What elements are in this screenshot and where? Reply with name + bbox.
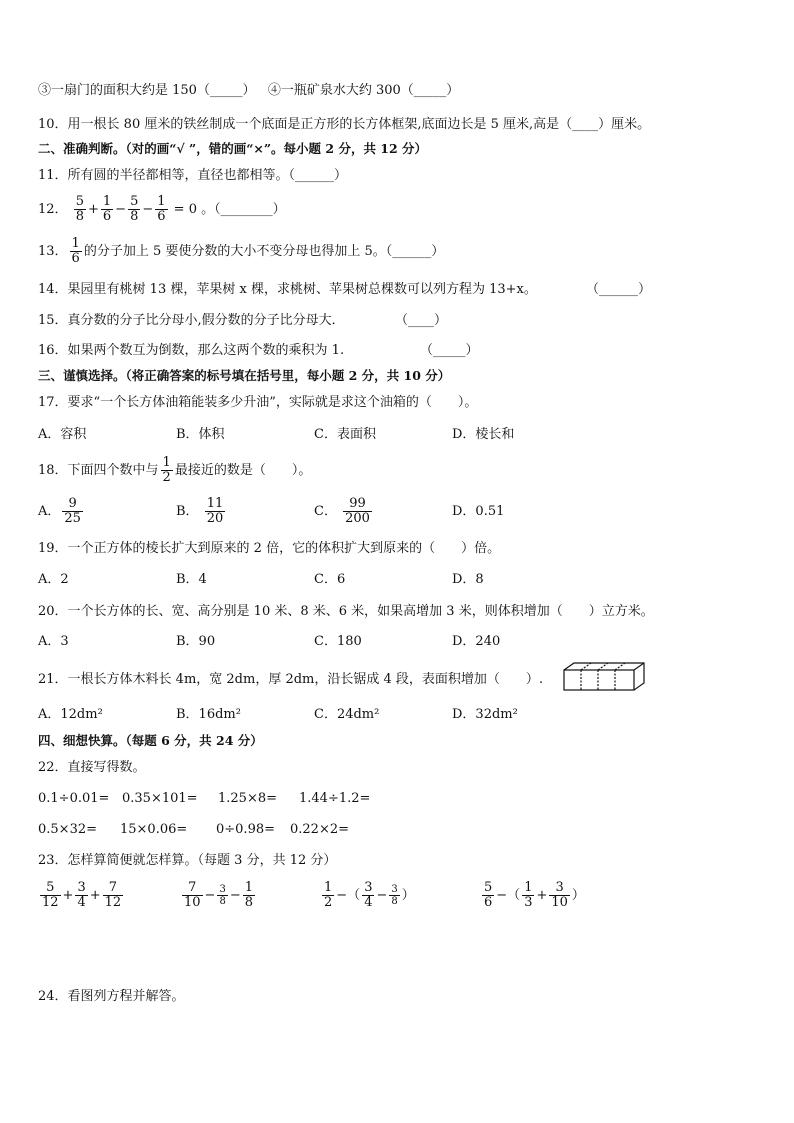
denominator: 6	[102, 209, 112, 224]
denominator: 2	[324, 895, 333, 910]
numerator: 1	[524, 879, 533, 895]
option-b: B．90	[176, 634, 216, 649]
q9-item-3: ③一扇门的面积大约是 150（_____）	[38, 83, 256, 98]
denominator: 6	[71, 251, 80, 266]
operator: +	[62, 888, 74, 903]
operator: −（	[496, 888, 521, 903]
operator: +	[87, 202, 99, 217]
option-a: A．3	[38, 634, 69, 649]
fraction	[161, 456, 173, 486]
option-a: A．12dm²	[38, 707, 103, 722]
fraction	[549, 881, 570, 911]
fraction	[40, 881, 61, 911]
numerator: 1	[162, 454, 171, 470]
fraction	[75, 881, 87, 911]
question-22: 22．直接写得数。	[38, 760, 146, 775]
fraction	[362, 881, 374, 911]
q9-item-4: ④一瓶矿泉水大约 300（_____）	[267, 83, 460, 98]
option-c: C．6	[314, 572, 346, 587]
question-11: 11．所有圆的半径都相等，直径也都相等。（______）	[38, 168, 348, 183]
fraction	[522, 881, 534, 911]
fraction	[103, 881, 124, 911]
q14-text: 14．果园里有桃树 13 棵，苹果树 x 棵，求桃树、苹果树总棵数可以列方程为 13+x。	[38, 282, 537, 297]
expression-1	[38, 877, 125, 915]
numerator: 5	[130, 193, 139, 209]
option-a: A．容积	[38, 427, 87, 442]
section-2-heading: 二、准确判断。（对的画“√ ”，错的画“×”。每小题 2 分，共 12 分）	[38, 141, 428, 156]
numerator: 1	[102, 193, 112, 209]
denominator: 25	[64, 511, 81, 526]
operator: −	[376, 888, 388, 903]
denominator: 10	[184, 895, 201, 910]
q13-prefix: 13．	[38, 244, 68, 259]
question-18	[38, 453, 311, 489]
numerator: 7	[182, 881, 203, 896]
numerator: 1	[71, 235, 80, 251]
option-b: B．4	[176, 572, 207, 587]
denominator: 4	[364, 895, 373, 910]
operator: +	[536, 888, 548, 903]
question-10: 10．用一根长 80 厘米的铁丝制成一个底面是正方形的长方体框架,底面边长是 5 厘米,高是（____）厘米。	[38, 117, 651, 132]
numerator: 3	[77, 879, 86, 895]
option-c	[314, 494, 374, 530]
option-b	[176, 494, 227, 530]
denominator: 10	[551, 895, 568, 910]
numerator: 5	[484, 879, 493, 895]
q16-answer-blank: （_____）	[420, 343, 479, 358]
question-14	[38, 281, 537, 299]
q15-answer-blank: （____）	[395, 313, 448, 328]
option-label: A．	[38, 504, 61, 519]
fraction	[389, 884, 399, 907]
option-b: B．16dm²	[176, 707, 241, 722]
denominator: 8	[244, 895, 254, 910]
numerator: 5	[75, 193, 84, 209]
denominator: 8	[391, 896, 398, 907]
expression-4	[480, 877, 585, 915]
fraction	[70, 237, 82, 267]
section-3-heading: 三、谨慎选择。（将正确答案的标号填在括号里，每小题 2 分，共 10 分）	[38, 368, 451, 383]
numerator: 3	[219, 884, 226, 895]
denominator: 6	[484, 895, 493, 910]
fraction	[322, 881, 334, 911]
calc-item: 1.44÷1.2=	[299, 791, 371, 806]
operator: +	[89, 888, 101, 903]
numerator: 1	[324, 879, 333, 895]
fraction	[155, 195, 167, 225]
operator: −	[115, 202, 127, 217]
expression-3	[320, 877, 415, 915]
fraction	[205, 497, 226, 527]
calc-item: 0÷0.98=	[216, 822, 276, 837]
numerator: 7	[103, 881, 124, 896]
option-c: C．24dm²	[314, 707, 380, 722]
denominator: 4	[77, 895, 86, 910]
fraction	[243, 881, 255, 911]
option-d: D．240	[452, 634, 501, 649]
operator: ）	[571, 888, 585, 903]
fraction	[101, 195, 113, 225]
wood-block-figure	[563, 662, 645, 692]
question-17: 17．要求“一个长方体油箱能装多少升油”，实际就是求这个油箱的（ ）。	[38, 395, 478, 410]
numerator: 3	[364, 879, 373, 895]
operator: −	[229, 888, 241, 903]
option-a: A．2	[38, 572, 69, 587]
option-d: D．32dm²	[452, 707, 518, 722]
denominator: 2	[162, 470, 171, 485]
numerator: 1	[157, 193, 166, 209]
operator: ）	[401, 888, 415, 903]
q12-prefix: 12．	[38, 202, 68, 217]
fraction	[74, 195, 86, 225]
question-15	[38, 312, 345, 330]
denominator: 20	[206, 511, 224, 526]
numerator: 1	[244, 879, 254, 895]
option-d: D．棱长和	[452, 427, 515, 442]
q14-answer-blank: （______）	[586, 282, 652, 297]
q18-prefix: 18．下面四个数中与	[38, 463, 159, 478]
operator: −	[142, 202, 154, 217]
option-c: C．表面积	[314, 427, 376, 442]
denominator: 200	[345, 511, 370, 526]
fraction	[128, 195, 140, 225]
question-16	[38, 342, 344, 360]
calc-item: 0.5×32=	[38, 822, 98, 837]
question-9-items	[38, 82, 459, 100]
denominator: 8	[75, 209, 84, 224]
calc-item: 0.22×2=	[290, 822, 350, 837]
option-d: D．0.51	[452, 504, 505, 519]
q16-text: 16．如果两个数互为倒数，那么这两个数的乘积为 1.	[38, 343, 345, 358]
denominator: 12	[42, 895, 59, 910]
denominator: 8	[219, 896, 226, 907]
q18-suffix: 最接近的数是（ ）。	[174, 463, 312, 478]
option-d: D．8	[452, 572, 484, 587]
fraction	[182, 881, 203, 911]
q13-suffix: 的分子加上 5 要使分数的大小不变分母也得加上 5。（______）	[83, 244, 445, 259]
numerator: 11	[206, 495, 224, 511]
section-4-heading: 四、细想快算。（每题 6 分，共 24 分）	[38, 733, 263, 748]
calc-item: 15×0.06=	[120, 822, 188, 837]
q15-text: 15．真分数的分子比分母小,假分数的分子比分母大．	[38, 313, 345, 328]
expression-2	[180, 877, 257, 915]
question-20: 20．一个长方体的长、宽、高分别是 10 米、8 米、6 米，如果高增加 3 米，则体积增加（ ）立方米。	[38, 604, 654, 619]
fraction	[62, 497, 83, 527]
option-a	[38, 494, 85, 530]
numerator: 99	[343, 497, 372, 512]
question-13	[38, 234, 444, 270]
fraction	[343, 497, 372, 527]
numerator: 3	[549, 881, 570, 896]
denominator: 6	[157, 209, 166, 224]
q12-suffix: = 0 。（________）	[173, 202, 286, 217]
denominator: 8	[130, 209, 139, 224]
operator: −	[204, 888, 216, 903]
option-label: C．	[314, 504, 337, 519]
calc-item: 0.35×101=	[122, 791, 198, 806]
numerator: 3	[391, 884, 398, 895]
denominator: 3	[524, 895, 533, 910]
question-12	[38, 192, 286, 228]
calc-item: 1.25×8=	[218, 791, 278, 806]
fraction	[482, 881, 494, 911]
operator: −（	[336, 888, 361, 903]
option-c: C．180	[314, 634, 362, 649]
question-23: 23．怎样算简便就怎样算。（每题 3 分，共 12 分）	[38, 853, 337, 868]
denominator: 12	[104, 895, 122, 910]
numerator: 5	[40, 881, 61, 896]
option-label: B．	[176, 504, 199, 519]
numerator: 9	[62, 497, 83, 512]
question-21: 21．一根长方体木料长 4m，宽 2dm，厚 2dm，沿长锯成 4 段，表面积增加（ ）.	[38, 672, 544, 687]
fraction	[217, 884, 227, 907]
question-19: 19．一个正方体的棱长扩大到原来的 2 倍，它的体积扩大到原来的（ ）倍。	[38, 541, 501, 556]
option-b: B．体积	[176, 427, 225, 442]
question-24: 24．看图列方程并解答。	[38, 989, 185, 1004]
calc-item: 0.1÷0.01=	[38, 791, 110, 806]
